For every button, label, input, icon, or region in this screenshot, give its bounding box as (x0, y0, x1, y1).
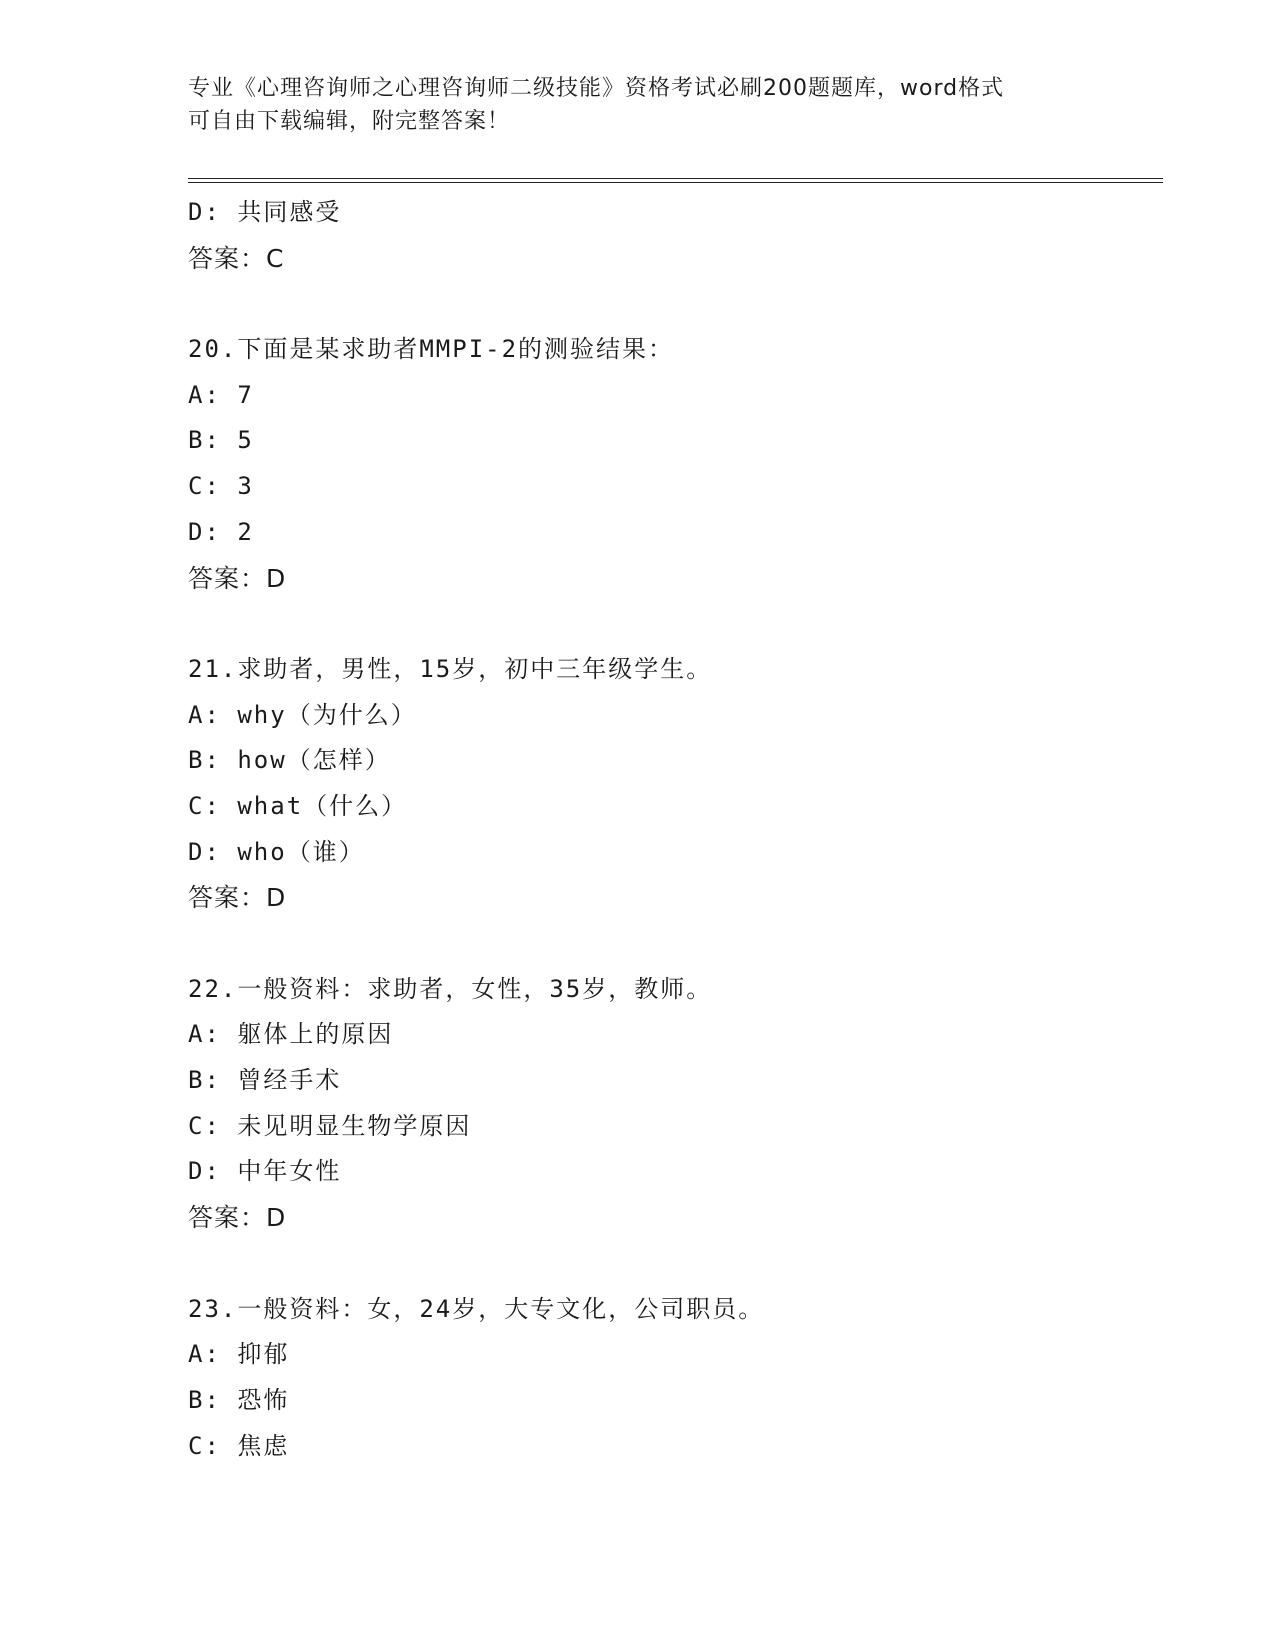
option-b: B: 恐怖 (188, 1385, 290, 1414)
header-divider-top (188, 178, 1163, 179)
option-c: C: 3 (188, 472, 254, 501)
option-c: C: 未见明显生物学原因 (188, 1111, 472, 1140)
header-title-line-1: 专业《心理咨询师之心理咨询师二级技能》资格考试必刷200题题库，word格式 (188, 76, 1005, 101)
option-b: B: 曾经手术 (188, 1066, 342, 1095)
option-c: C: what（什么） (188, 791, 408, 820)
previous-option-d: D: 共同感受 (188, 198, 342, 226)
spacer (188, 1241, 1148, 1287)
option-d: D: 中年女性 (188, 1157, 342, 1186)
question-stem-22: 22.一般资料：求助者，女性，35岁，教师。 (188, 974, 713, 1003)
option-c: C: 焦虑 (188, 1431, 290, 1460)
option-b: B: 5 (188, 426, 254, 455)
question-list (188, 190, 1148, 1469)
header-title-line-2: 可自由下载编辑，附完整答案！ (188, 109, 511, 134)
option-a: A: 抑郁 (188, 1340, 290, 1369)
question-stem-23: 23.一般资料：女，24岁，大专文化，公司职员。 (188, 1294, 765, 1323)
answer-20: 答案：D (188, 563, 287, 593)
option-a: A: why（为什么） (188, 700, 417, 729)
option-d: D: 2 (188, 517, 254, 546)
option-a: A: 7 (188, 380, 254, 409)
spacer (188, 921, 1148, 967)
spacer (188, 601, 1148, 647)
spacer (188, 281, 1148, 327)
header-divider-bottom (188, 182, 1163, 183)
option-d: D: who（谁） (188, 837, 365, 866)
question-stem-21: 21.求助者，男性，15岁，初中三年级学生。 (188, 654, 713, 683)
answer-22: 答案：D (188, 1203, 287, 1233)
question-stem-20: 20.下面是某求助者MMPI-2的测验结果： (188, 335, 675, 364)
previous-answer: 答案：C (188, 243, 285, 273)
option-b: B: how（怎样） (188, 746, 391, 775)
document-header (188, 72, 1088, 138)
option-a: A: 躯体上的原因 (188, 1020, 394, 1049)
answer-21: 答案：D (188, 883, 287, 913)
